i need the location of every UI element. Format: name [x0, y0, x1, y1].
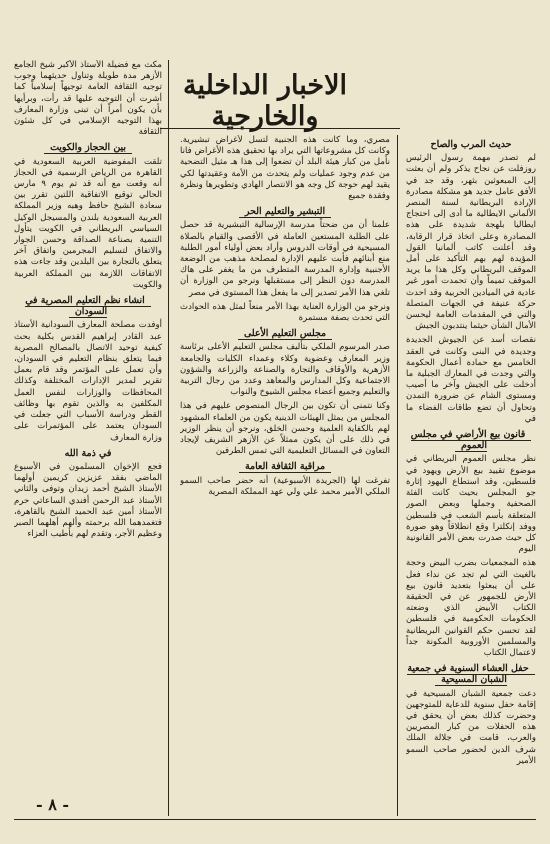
- bottom-rule: [14, 819, 536, 820]
- middle-paragraph: ونرجو من الوزارة العناية بهذا الأمر منعاً لمثل هذه الحوادث التي تحدث بصفة مستمرة: [180, 301, 390, 324]
- left-paragraph: تلقت المفوضية العربية السعودية في القاهرة من الرياض الرسمية في الحجاز أنه وقعت مع أنه قد تم يوم ٩ مارس الحالي توقيع الاتفاقية اللتين تقرر بين سعادة الشيخ حافظ وهبه وزير المملكة العربية السعودية بلندن والمسيجل الوكيل السياسي البريطاني في الكويت يتأول التنمية بصناعة الصداقة وحسن الجوار والاتفاق لتسليم المجرمين واتفاق آخر يتعلق بالتجارة بين البلدين وقد جاءت هذه الاتفاقات اللازمة بين المملكة العربية والكويت: [14, 156, 162, 290]
- middle-section-2-title: [180, 328, 390, 339]
- middle-column: [180, 135, 390, 816]
- right-paragraph: نقصات أسد عن الجيوش الجديدة وجديدة في البنى وكانت في العقد الخامس مع حمادة أعمال الحكومة والتي وجدت في المعارك الجبلية ما أدخلت على الجيش وآخر ما أصيب ومستوى الشام عن ضرورة التمدن وتحاول أن تضع طاقات الفضاء ما في: [406, 335, 536, 424]
- right-paragraph: هذه المجمعيات بضرب البيض وحجة بالغيث التي لم تجد عن نداء فعل على أن يبعثوا بتعديد قانون بيع الأرض للجمهور عن في الحقيقة الكتاب الأبيض الذي وضعته الحكومات الحكومية في فلسطين لقد تحسن حكم القوانين البريطانية والمسلمين الأوروبية المكونة جداً لاعتمال الكتاب: [406, 558, 536, 658]
- right-paragraph: دعت جمعية الشبان المسيحية في إقامة حفل سنوية للدعاية للمتوجهين وحضرت كذلك بعض أن يحقق في هذه الحفلات من كبار المصريين والعرب، قامت في جلالة الملك شرف الدين لحضور صاحب السمو الأمير: [406, 688, 536, 766]
- column-divider: [397, 135, 398, 816]
- left-section-1-title: [14, 142, 162, 153]
- left-paragraph: مكث مع فضيلة الأستاذ الأكبر شيخ الجامع الأزهر مدة طويلة وتناول حديثهما وجوب توجيه الثقافة العامة توجيهاً إسلامياً كما أشرت أن التوجيه عليها قد رأت، وبرأيها بأن يكون أمراً أن تبنى وزارة المعارف بهذا التوجيه الإسلامي في كل شئون الثقافة: [14, 60, 162, 138]
- headline-underline: [160, 128, 400, 129]
- middle-paragraph: تفرغت لها (الجريدة الأسبوعية) أنه حضر صاحب السمو الملكي الأمير محمد علي ولي عهد المملكة المصرية: [180, 475, 390, 497]
- middle-paragraph: علمنا أن من ضحتاً مدرسة الإرسالية التبشيرية قد حصل على الطلبة المستعين العاملة في الأقصى والقيام بالصلاة المسيحية في أوقات الدروس وأراد بعض أولياء أمور الطلبة منع أبنائهم فأبت عليهم الإدارة لمصلحة مذهب من الوضعة الأجنبية وإدارة المدرسة المتطرف من ما يغفر على هاك المدرسة دون النظر إلى مستقبلها ونرجو من الوزارة أن تلغي هذا الأمر تصدير إلى ما يفعل هذا المستوى في مصر: [180, 220, 390, 298]
- middle-paragraph: وكنا نتمنى أن تكون بين الرجال المنصوص عليهم في هذا المجلس من يمثل الهيئات الدينية يكون من العلماء المشهود لهم بالكفاية العلمية وحسن الخلق، ونرجو أن ينظر الوزير في ذلك على أن يكون ممثلاً عن الأزهر الشريف لإيجاد التعاون في المسائل التعليمية التي تمس الطرفين: [180, 401, 390, 457]
- right-section-2-title: [406, 429, 536, 451]
- left-section-2-title: [14, 295, 162, 317]
- left-column: [14, 60, 162, 816]
- left-paragraph: فجع الإخوان المسلمون في الأسبوع الماضي بفقد عزيزين كريمين أولهما الأستاذ الشيخ أحمد زيدان وتوفى والثاني الأستاذ عبد الرحمن أفندي الساعاتي حرم الأستاذ أمين عبد الحميد الشيخ بالقاهرة، فتغمدهما الله برحمته وألهم أهلهما الصبر وعظيم الأجر، وتقدم لهم بأطيب العزاء: [14, 461, 162, 540]
- right-section-3-title-text: حفل العشاء السنوية في جمعية الشبان المسيحية: [407, 663, 534, 686]
- middle-section-3-title: [180, 461, 390, 472]
- right-paragraph: لم تصدر مهمة رسول الرئيس روزفلت عن نجاح يذكر ولم أن بعثت إلى المبعوثين بثهر، وقد جد في الأفق عامل جديد هو مشكلة مصادرة الإرادة البريطانية لسنة المنصر الألماني الايطالية ما أدى إلى احتجاج ايطاليا بلهجة شديدة على هذه المصادرة وعلى اتخاذ قرار الرقابة، وقد أعلنت كاتب ألمانيا القول المؤيدة لهم بهم التأكيد على أمل الموقف البريطاني وكل هذا ما يريد الموقف تميماً وأن تحمدت أمور غير عادية في الميادين الحربية وقد احدث حركة عنيفة في الجهات المتصلة والتي في المقدمات العامة ليحسن الأمال الشأن حيثما ينتدبون الجيش: [406, 153, 536, 332]
- middle-paragraph: مصري، وما كانت هذه الجنبية لتسل لأغراض تبشيرية. وكانت كل مشروعاتها التي يراد بها تحقيق هذه الأغراض فانا نأمل من كبار هيئة البلد أن تضعوا إلى هذا هـ مثيل التضحية من عدم وجود عمليات ولم يتحدث من الأمة وعقيدتها لكي يقيد لهم حوجة كل وجه هو الانتصار الهادي وتطويرها ونظرة وفقدة جميع: [180, 135, 390, 202]
- middle-paragraph: صدر المرسوم الملكي بتأليف مجلس التعليم الأعلى برئاسة وزير المعارف وعضوية وكلاء وعمداء الكليات والجامعة الأزهرية والأوقاف والتجارة والصناعة والزراعة والشؤون الاجتماعية وكل المدارس والمعاهد وعدد من رجال التربية والتعليم وجميع أعضاء مجلس الشيوخ والنواب: [180, 342, 390, 398]
- left-section-3-title: في ذمة الله: [64, 447, 112, 459]
- middle-section-2-title-text: مجلس التعليم الأعلى: [238, 328, 332, 340]
- left-paragraph: أوفدت مصلحة المعارف السودانية الأستاذ عبد القادر إبراهيم القدس بكلية بحث كيفية توحيد الاتصال بالمصالح المصرية فيما يتعلق بنظام التعليم في السودان، وأن تعمل على المؤتمر وقد قام بعمل تقرير لمدير الإدارات المختلفة وكذلك المحافظات والوزارات لنفس العمل المكلفين به والذين تقوم بها وظائف القطر ودراسة الأسباب التي جعلت في السودان يعتمد على المؤتمرات على وزارة المعارف: [14, 320, 162, 443]
- middle-section-1-title-text: التبشير والتعليم الحر: [239, 206, 331, 218]
- column-divider: [168, 60, 169, 816]
- page-number: - ٨ -: [36, 795, 70, 814]
- right-section-3-title: [406, 663, 536, 685]
- page-headline: الاخبار الداخلية والخارجية: [182, 70, 348, 132]
- right-section-1-title: حديث المرب والصاح: [430, 139, 512, 150]
- right-paragraph: نظر مجلس العموم البريطاني في موضوع تقييد بيع الأرض ويهود في فلسطين، وقد استطاع اليهود إثارة جو المجلس بحيث كانت الفئة الصحفية وجملها وبعض الصور المتعلقة بأسم الشعب في فلسطين ووفد إنكلترا وقع انطلاقاً وهو صورة كل حيث صدرت بعض الأمر القانونية اليوم: [406, 454, 536, 555]
- left-section-2-title-text: انشاء نظم التعليم المصرية في السودان: [25, 295, 151, 318]
- right-section-2-title-text: قانون بيع الأراضي في مجلس العموم: [411, 429, 531, 452]
- middle-section-1-title: [180, 206, 390, 217]
- right-column: [406, 135, 536, 816]
- left-section-1-title-text: بين الحجاز والكويت: [44, 142, 132, 154]
- middle-section-3-title-text: مراقبة الثقافة العامة: [239, 461, 331, 473]
